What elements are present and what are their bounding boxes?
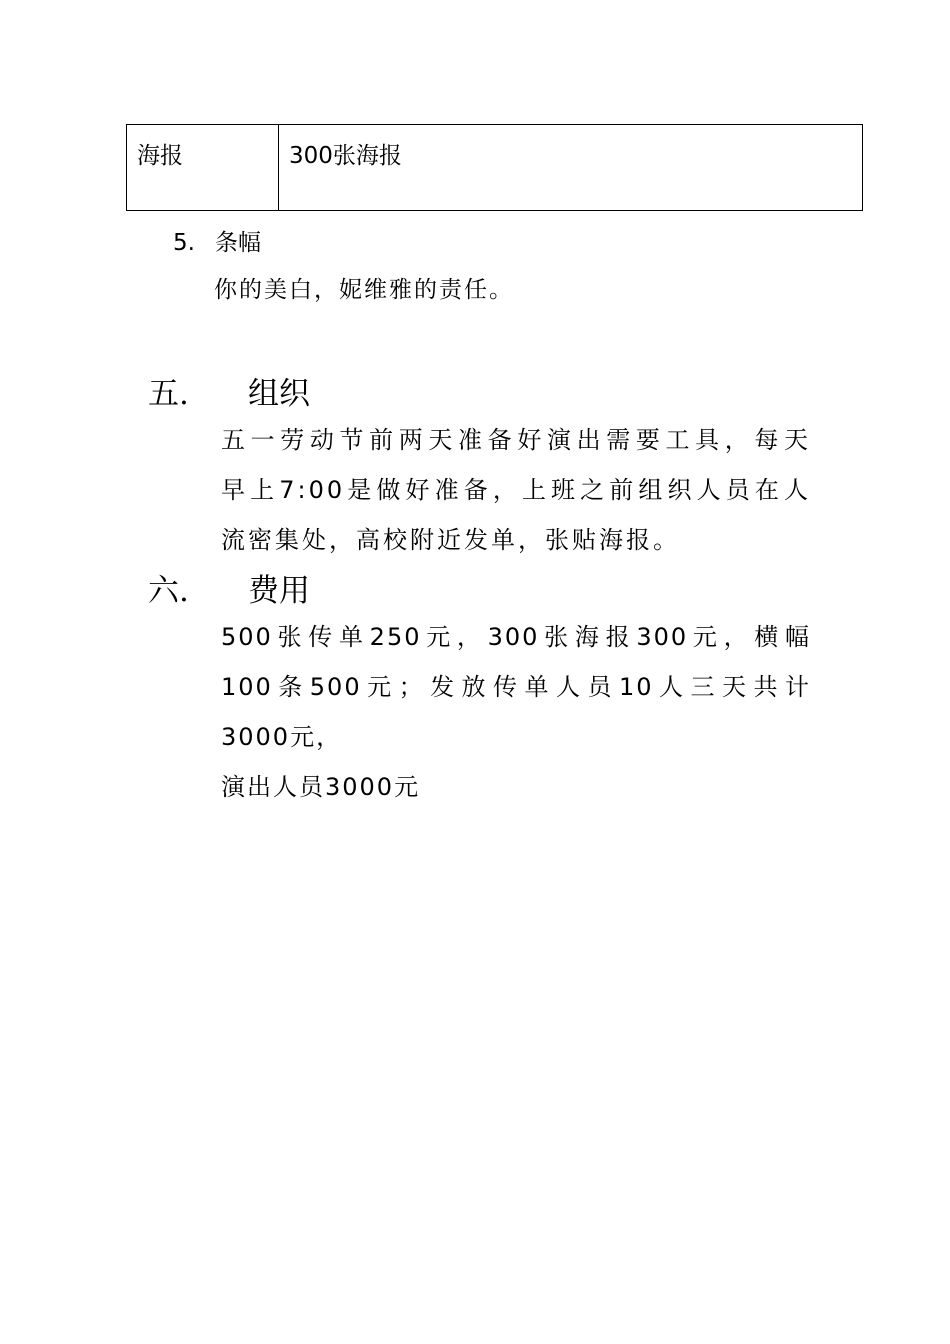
section-heading-costs bbox=[148, 565, 310, 610]
poster-table bbox=[126, 124, 863, 211]
list-item-5 bbox=[173, 224, 261, 257]
paragraph-line: 五一劳动节前两天准备好演出需要工具，每天 bbox=[221, 426, 811, 454]
table-value-cell: 300张海报 bbox=[289, 143, 402, 169]
section-heading-organization bbox=[148, 368, 310, 413]
paragraph-line: 500张传单250元，300张海报300元，横幅 bbox=[221, 623, 811, 651]
section-number: 六. bbox=[148, 573, 189, 609]
costs-paragraph bbox=[221, 612, 811, 812]
section-title: 组织 bbox=[248, 376, 310, 412]
paragraph-line: 早上7:00是做好准备，上班之前组织人员在人 bbox=[221, 476, 811, 504]
section-title: 费用 bbox=[248, 573, 310, 609]
table-label-cell: 海报 bbox=[127, 125, 279, 210]
paragraph-line: 100条500元；发放传单人员10人三天共计 bbox=[221, 673, 811, 701]
list-item-number: 5. bbox=[173, 230, 195, 256]
organization-paragraph bbox=[221, 415, 811, 565]
paragraph-line: 3000元， bbox=[221, 723, 343, 751]
paragraph-line: 演出人员3000元 bbox=[221, 773, 421, 801]
paragraph-line: 流密集处，高校附近发单，张贴海报。 bbox=[221, 526, 680, 554]
list-item-title: 条幅 bbox=[215, 230, 261, 256]
section-number: 五. bbox=[148, 376, 189, 412]
banner-slogan: 你的美白，妮维雅的责任。 bbox=[214, 277, 514, 303]
